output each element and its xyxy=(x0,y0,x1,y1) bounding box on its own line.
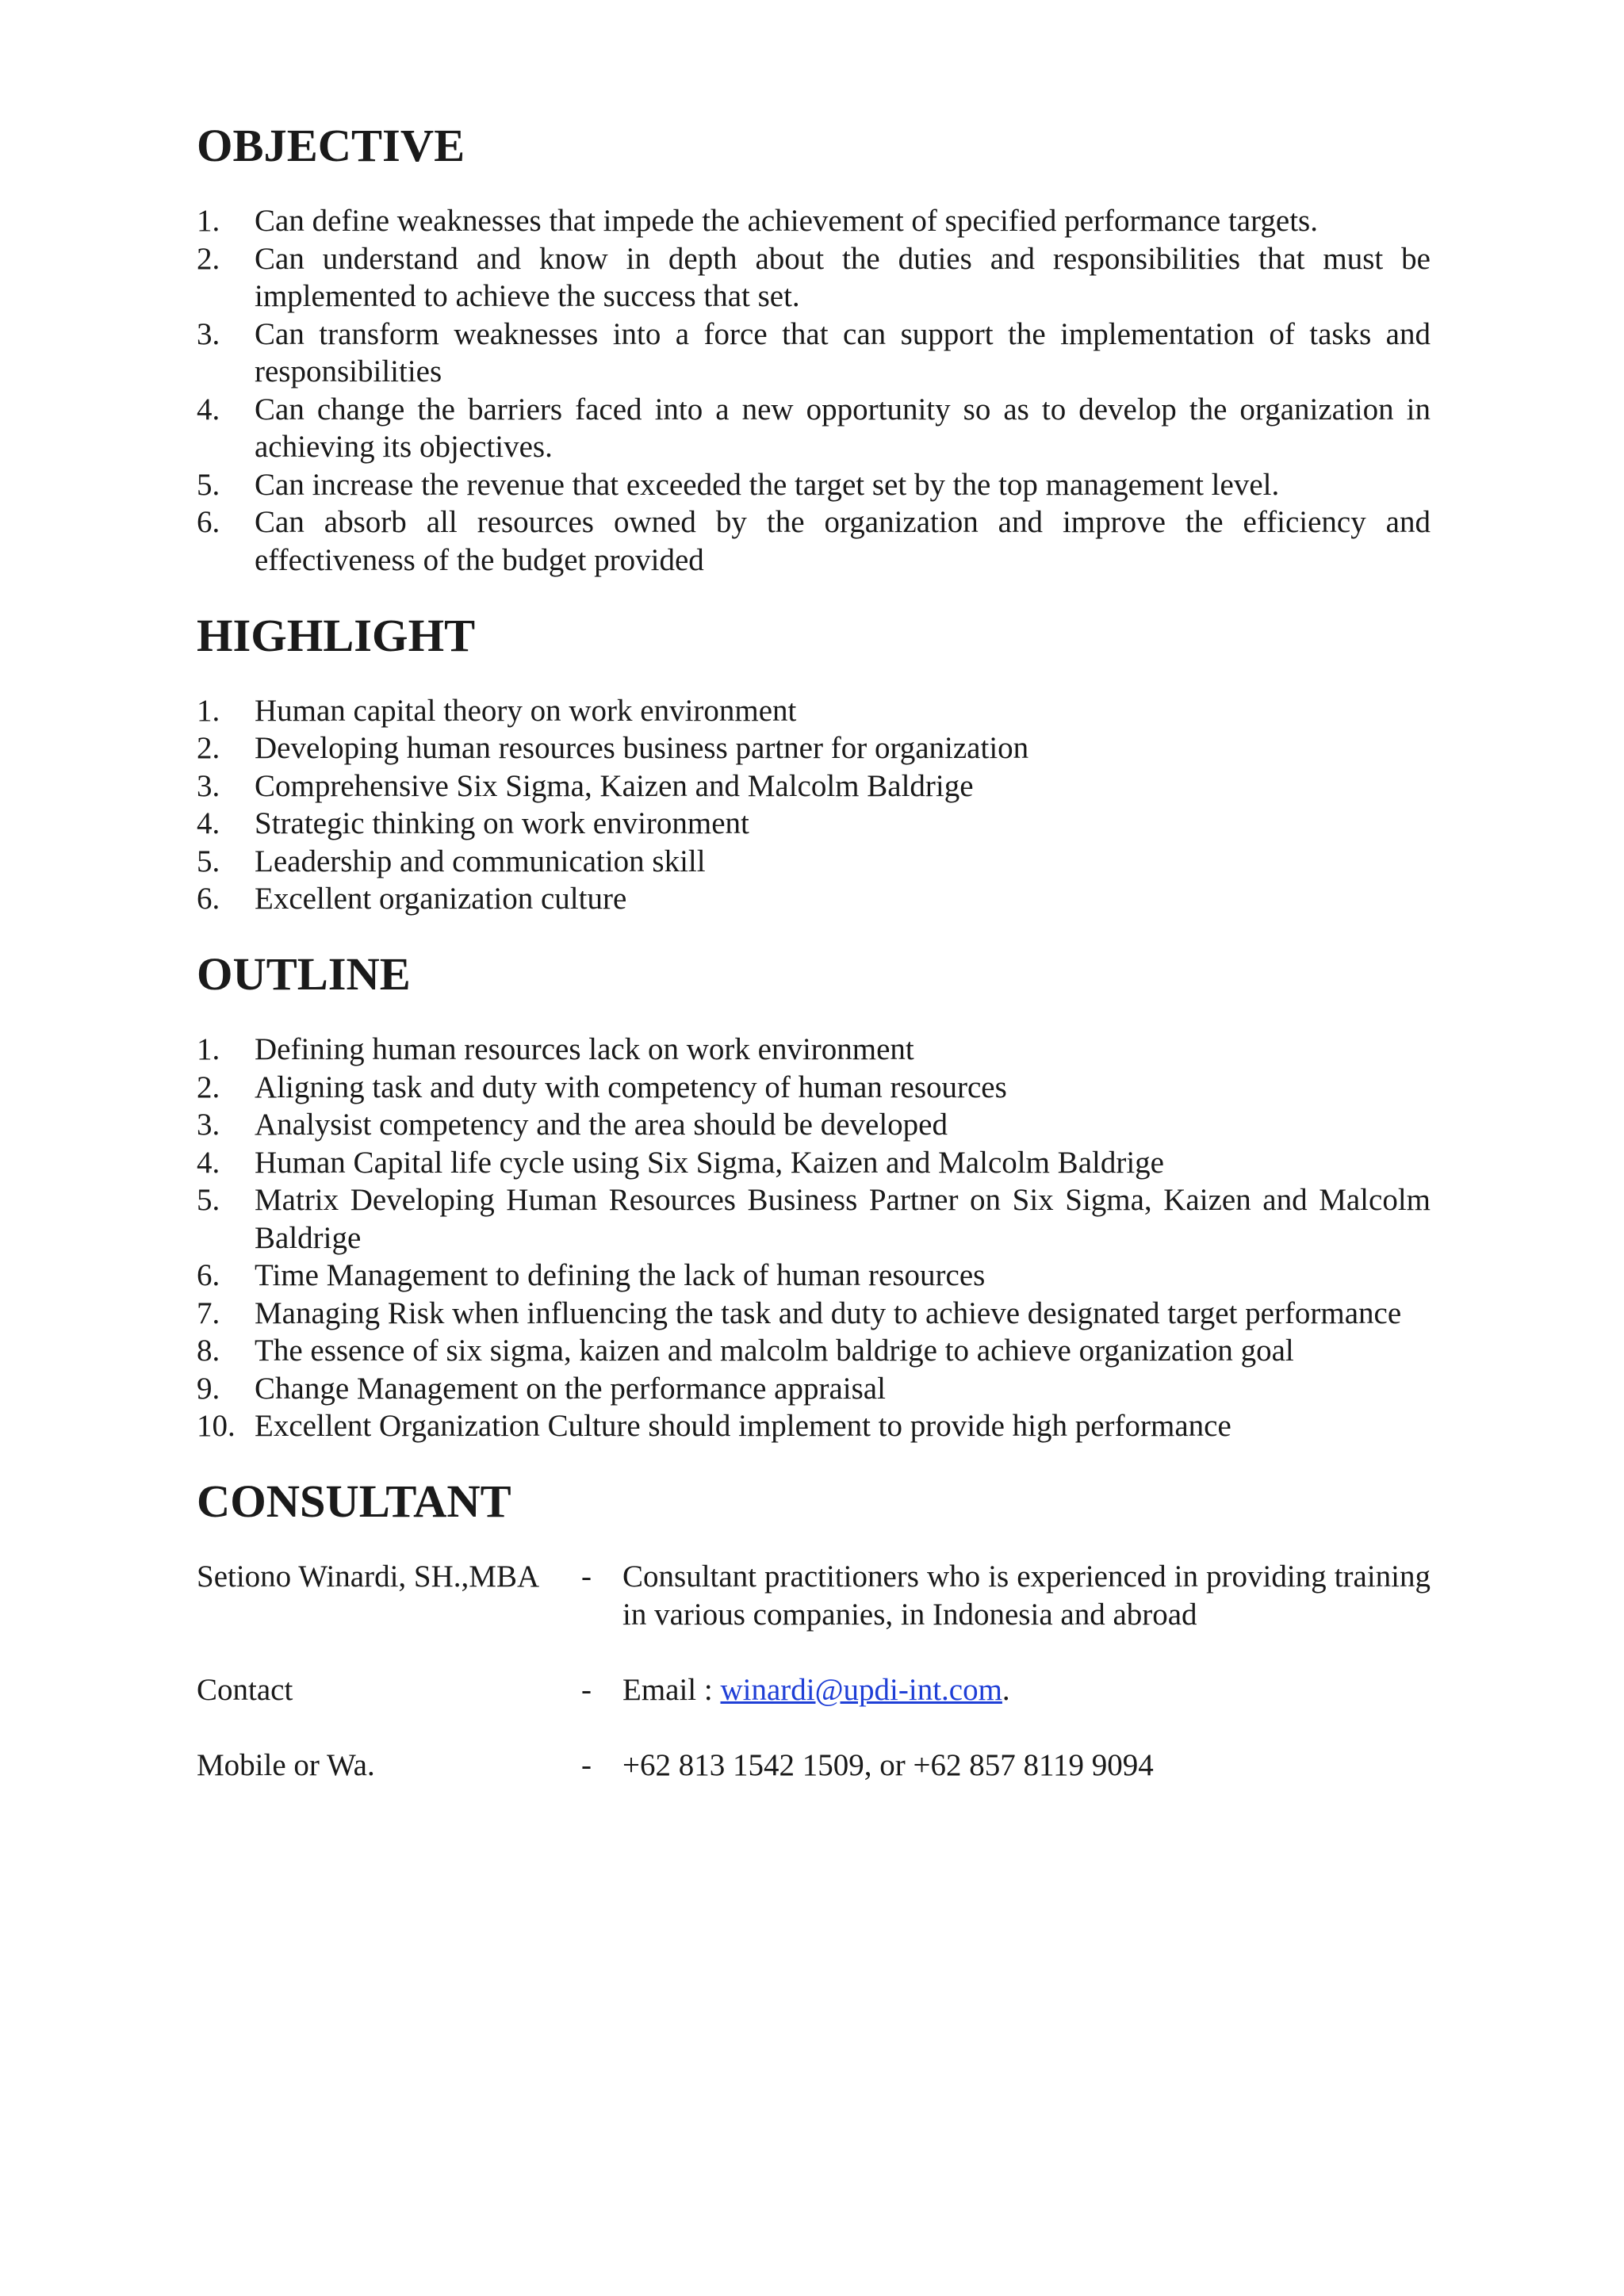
mobile-row xyxy=(197,1747,1431,1785)
consultant-name: Setiono Winardi, SH.,MBA xyxy=(197,1559,540,1594)
list-item: 1. Defining human resources lack on work environment xyxy=(197,1032,914,1066)
email-link[interactable]: winardi@updi-int.com xyxy=(720,1672,1002,1707)
list-item: 9. Change Management on the performance appraisal xyxy=(197,1371,886,1406)
list-item: 6. Can absorb all resources owned by the organization and improve the efficiency and effectiveness of the budget provided xyxy=(197,505,1431,577)
list-item: 1. Can define weaknesses that impede the achievement of specified performance targets. xyxy=(197,204,1318,238)
list-item: 3. Can transform weaknesses into a force that can support the implementation of tasks and responsibilities xyxy=(197,316,1431,388)
list-item: 5. Matrix Developing Human Resources Business Partner on Six Sigma, Kaizen and Malcolm Baldrige xyxy=(197,1183,1431,1255)
consultant-heading: CONSULTANT xyxy=(197,1475,511,1527)
objective-heading: OBJECTIVE xyxy=(197,120,465,171)
list-item: 3. Analysist competency and the area should be developed xyxy=(197,1108,948,1142)
outline-heading: OUTLINE xyxy=(197,948,411,1000)
consultant-description: Consultant practitioners who is experienced in providing training in various companies, in Indonesia and abroad xyxy=(622,1559,1431,1632)
outline-list xyxy=(197,1031,1431,1445)
document-page xyxy=(197,120,1431,1784)
list-item: 5. Leadership and communication skill xyxy=(197,844,706,878)
list-item: 2. Aligning task and duty with competency of human resources xyxy=(197,1070,1007,1104)
list-item: 5. Can increase the revenue that exceeded the target set by the top management level. xyxy=(197,467,1280,502)
list-item: 1. Human capital theory on work environment xyxy=(197,693,797,728)
list-item: 7. Managing Risk when influencing the task and duty to achieve designated target performance xyxy=(197,1295,1402,1330)
list-item: 3. Comprehensive Six Sigma, Kaizen and Malcolm Baldrige xyxy=(197,768,974,803)
contact-email: Email : winardi@updi-int.com. xyxy=(622,1672,1010,1707)
list-item: 4. Strategic thinking on work environment xyxy=(197,806,749,840)
objective-list xyxy=(197,202,1431,579)
contact-row xyxy=(197,1671,1431,1709)
list-item: 6. Time Management to defining the lack of human resources xyxy=(197,1258,986,1292)
list-item: 8. The essence of six sigma, kaizen and malcolm baldrige to achieve organization goal xyxy=(197,1334,1294,1368)
separator: - xyxy=(581,1559,592,1594)
highlight-heading: HIGHLIGHT xyxy=(197,609,476,661)
list-item: 4. Can change the barriers faced into a new opportunity so as to develop the organization in achieving its objectives. xyxy=(197,392,1431,464)
consultant-name-row xyxy=(197,1558,1431,1633)
separator: - xyxy=(581,1747,592,1782)
list-item: 2. Can understand and know in depth about the duties and responsibilities that must be implemented to achieve the success that set. xyxy=(197,241,1431,313)
highlight-list xyxy=(197,692,1431,918)
mobile-label: Mobile or Wa. xyxy=(197,1747,375,1782)
mobile-value: +62 813 1542 1509, or +62 857 8119 9094 xyxy=(622,1747,1154,1782)
list-item: 4. Human Capital life cycle using Six Sigma, Kaizen and Malcolm Baldrige xyxy=(197,1145,1164,1180)
list-item: 2. Developing human resources business partner for organization xyxy=(197,731,1029,765)
contact-label: Contact xyxy=(197,1672,293,1707)
separator: - xyxy=(581,1672,592,1707)
list-item: 6. Excellent organization culture xyxy=(197,882,627,916)
list-item: 10. Excellent Organization Culture should implement to provide high performance xyxy=(197,1409,1231,1443)
